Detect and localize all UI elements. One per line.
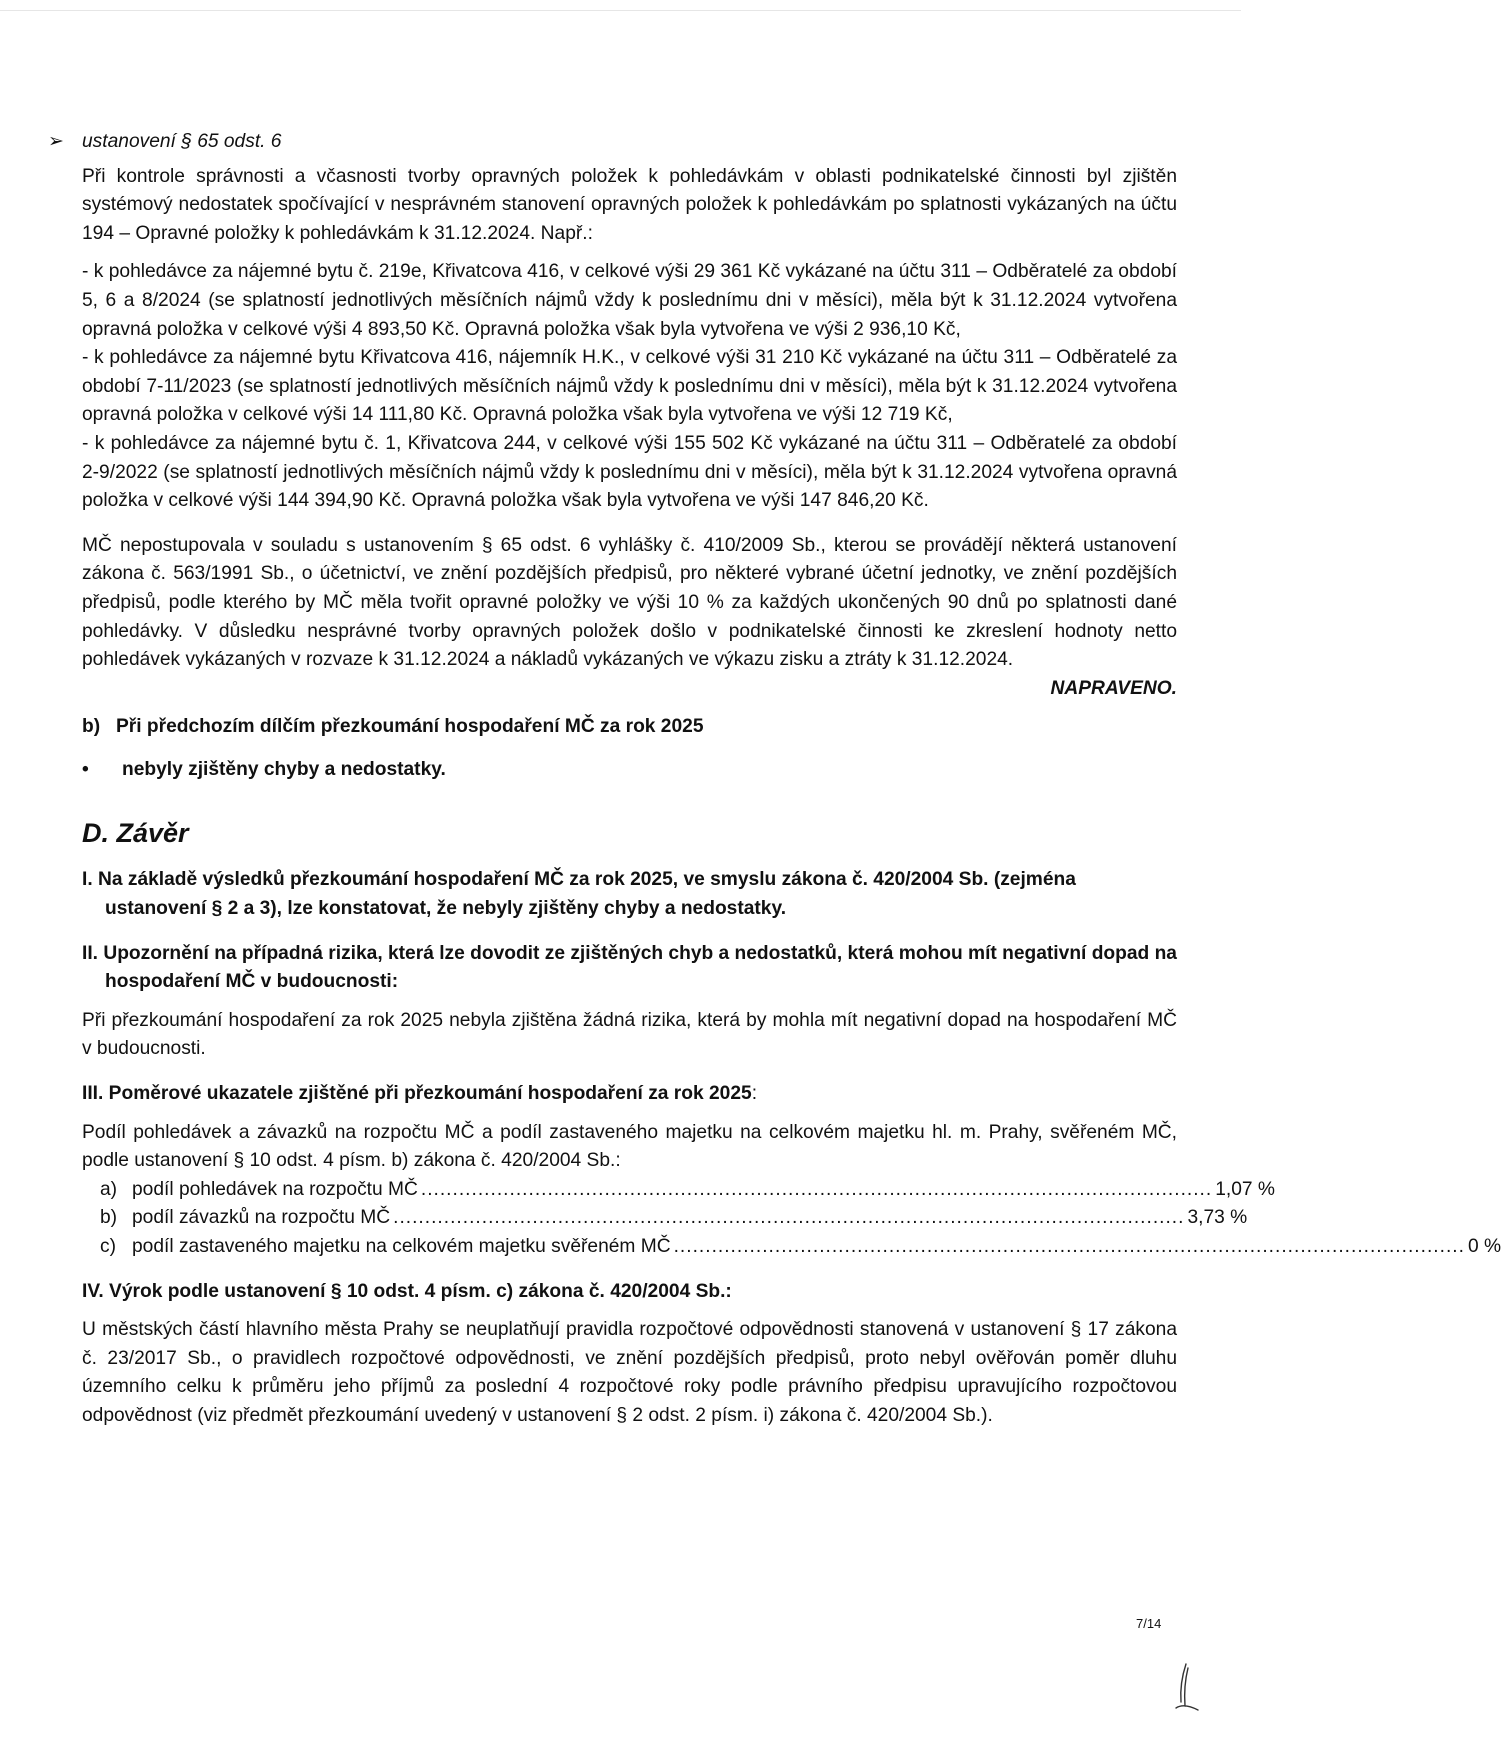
- scan-edge-line: [0, 10, 1241, 11]
- page-number: 7/14: [1136, 1616, 1162, 1631]
- arrow-bullet-icon: ➢: [48, 131, 65, 152]
- point-text: Na základě výsledků přezkoumání hospodaření MČ za rok 2025, ve smyslu zákona č. 420/2004 Sb. (zejména ustanovení § 2 a 3), lze konstatovat, že nebyly zjištěny chyby a nedostatky.: [98, 869, 1076, 920]
- dot-leader: .............................................................................................................................: [673, 1236, 1465, 1257]
- subsection-b-item-text: nebyly zjištěny chyby a nedostatky.: [122, 758, 446, 780]
- bullet-dot-icon: •: [82, 758, 89, 780]
- dot-leader: .............................................................................................................................: [420, 1178, 1213, 1200]
- subsection-b-label: b): [82, 716, 101, 738]
- conclusion-point-2: [82, 940, 1177, 997]
- document-body: [48, 128, 1501, 1431]
- ratio-row: [100, 1176, 1275, 1205]
- ratio-value: 0 %: [1467, 1236, 1501, 1257]
- receivable-item-1: - k pohledávce za nájemné bytu č. 219e, Křivatcova 416, v celkové výši 29 361 Kč vykázané na účtu 311 – Odběratelé za období 5, 6 a 8/2024 (se splatností jednotlivých měsíčních nájmů vždy k poslednímu dni v měsíci), měla být k 31.12.2024 vytvořena opravná položka v celkové výši 4 893,50 Kč. Opravná položka však byla vytvořena ve výši 2 936,10 Kč,: [82, 261, 1177, 340]
- conclusion-point-4: [82, 1278, 1177, 1307]
- ratio-value: 3,73 %: [1187, 1207, 1248, 1229]
- ratio-row: [100, 1233, 1501, 1262]
- provision-heading: [48, 128, 1177, 157]
- ratio-label: b): [100, 1207, 118, 1229]
- point-number: II.: [82, 942, 98, 964]
- verdict-paragraph: U městských částí hlavního města Prahy se neuplatňují pravidla rozpočtové odpovědnosti stanovená v ustanovení § 17 zákona č. 23/2017 Sb., o pravidlech rozpočtové odpovědnosti, ve znění pozdějších předpisů, proto nebyl ověřován poměr dluhu územního celku k průměru jeho příjmů za poslední 4 rozpočtové roky podle právního předpisu upravujícího rozpočtovou odpovědnost (viz předmět přezkoumání uvedený v ustanovení § 2 odst. 2 písm. i) zákona č. 420/2004 Sb.).: [82, 1319, 1177, 1426]
- ratio-text: podíl závazků na rozpočtu MČ: [132, 1207, 391, 1229]
- ratio-text: podíl pohledávek na rozpočtu MČ: [132, 1178, 418, 1200]
- finding-paragraph: Při kontrole správnosti a včasnosti tvorby opravných položek k pohledávkám v oblasti podnikatelské činnosti byl zjištěn systémový nedostatek spočívající v nesprávném stanovení opravných položek k pohledávkám po splatnosti vykázaných na účtu 194 – Opravné položky k pohledávkám k 31.12.2024. Např.:: [82, 165, 1177, 244]
- point-number: I.: [82, 869, 93, 891]
- point-text: Upozornění na případná rizika, která lze dovodit ze zjištěných chyb a nedostatků, která mohou mít negativní dopad na hospodaření MČ v budoucnosti:: [103, 942, 1177, 993]
- ratio-label: a): [100, 1178, 118, 1200]
- ratio-row: [100, 1204, 1248, 1233]
- ratio-label: c): [100, 1236, 116, 1257]
- subsection-b: [82, 713, 1177, 742]
- risk-paragraph: Při přezkoumání hospodaření za rok 2025 nebyla zjištěna žádná rizika, která by mohla mít negativní dopad na hospodaření MČ v budoucnosti.: [82, 1009, 1177, 1060]
- provision-heading-text: ustanovení § 65 odst. 6: [82, 131, 282, 152]
- subsection-b-item: [82, 756, 1177, 785]
- ratio-intro: Podíl pohledávek a závazků na rozpočtu MČ a podíl zastaveného majetku na celkovém majetku hl. m. Prahy, svěřeném MČ, podle ustanovení § 10 odst. 4 písm. b) zákona č. 420/2004 Sb.:: [82, 1121, 1177, 1172]
- point-number: III.: [82, 1083, 104, 1105]
- conclusion-point-3: [82, 1080, 1177, 1109]
- point-text: Poměrové ukazatele zjištěné při přezkoumání hospodaření za rok 2025: [108, 1083, 752, 1105]
- dot-leader: .............................................................................................................................: [393, 1207, 1185, 1229]
- receivable-item-2: - k pohledávce za nájemné bytu Křivatcova 416, nájemník H.K., v celkové výši 31 210 Kč vykázané na účtu 311 – Odběratelé za období 7-11/2023 (se splatností jednotlivých měsíčních nájmů vždy k poslednímu dni v měsíci), měla být k 31.12.2024 vytvořena opravná položka v celkové výši 14 111,80 Kč. Opravná položka však byla vytvořena ve výši 12 719 Kč,: [82, 347, 1177, 426]
- legal-paragraph: MČ nepostupovala v souladu s ustanovením § 65 odst. 6 vyhlášky č. 410/2009 Sb., kterou se provádějí některá ustanovení zákona č. 563/1991 Sb., o účetnictví, ve znění pozdějších předpisů, pro některé vybrané účetní jednotky, ve znění pozdějších předpisů, podle kterého by MČ měla tvořit opravné položky ve výši 10 % za každých ukončených 90 dnů po splatnosti dané pohledávky. V důsledku nesprávné tvorby opravných položek došlo v podnikatelské činnosti ke zkreslení hodnoty netto pohledávek vykázaných v rozvaze k 31.12.2024 a nákladů vykázaných ve výkazu zisku a ztráty k 31.12.2024.: [82, 534, 1177, 671]
- subsection-b-title: Při předchozím dílčím přezkoumání hospodaření MČ za rok 2025: [116, 716, 704, 738]
- point-text: Výrok podle ustanovení § 10 odst. 4 písm. c) zákona č. 420/2004 Sb.:: [109, 1280, 732, 1302]
- conclusion-point-1: [82, 866, 1177, 923]
- status-remedied: NAPRAVENO.: [1050, 677, 1177, 699]
- ratio-value: 1,07 %: [1215, 1178, 1275, 1200]
- section-heading-conclusion: D. Závěr: [82, 818, 189, 849]
- signature-initials: [1172, 1662, 1200, 1714]
- receivable-item-3: - k pohledávce za nájemné bytu č. 1, Křivatcova 244, v celkové výši 155 502 Kč vykázané na účtu 311 – Odběratelé za období 2-9/2022 (se splatností jednotlivých měsíčních nájmů vždy k poslednímu dni v měsíci), měla být k 31.12.2024 vytvořena opravná položka v celkové výši 144 394,90 Kč. Opravná položka však byla vytvořena ve výši 147 846,20 Kč.: [82, 432, 1177, 512]
- ratio-text: podíl zastaveného majetku na celkovém majetku svěřeném MČ: [132, 1236, 671, 1257]
- point-tail: :: [751, 1083, 758, 1105]
- point-number: IV.: [82, 1280, 104, 1302]
